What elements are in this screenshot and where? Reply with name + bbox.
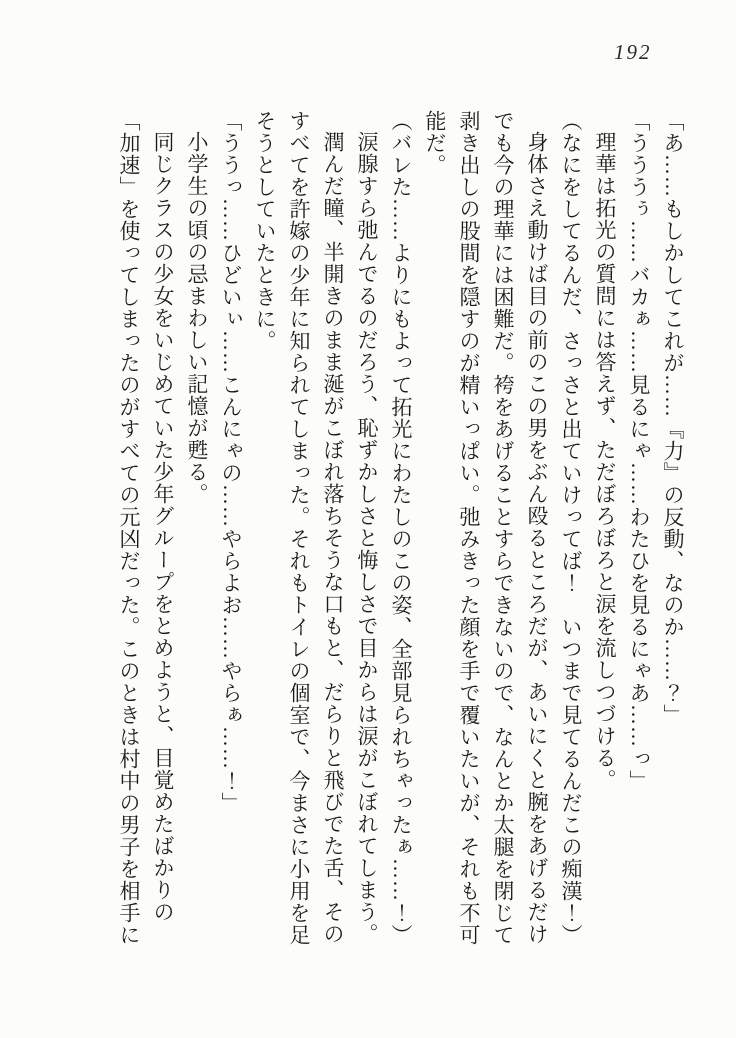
text-line: 「ううっ……ひどいぃ……こんにゃの……やらよお……やらぁ……！」 bbox=[219, 110, 243, 814]
page-text bbox=[112, 110, 690, 970]
text-line: 剥き出しの股間を隠すのが精いっぱい。弛みきった顔を手で覆いたいが、それも不可 bbox=[457, 110, 481, 946]
text-line: （バレた……よりにもよって拓光にわたしのこの姿、全部見られちゃったぁ……！） bbox=[389, 110, 413, 946]
text-line: 身体さえ動けば目の前のこの男をぶん殴るところだが、あいにくと腕をあげるだけ bbox=[525, 131, 549, 945]
text-line: 「加速」を使ってしまったのがすべての元凶だった。このときは村中の男子を相手に bbox=[117, 110, 141, 946]
text-line: 「うううぅ……バカぁ……見るにゃ……わたひを見るにゃあ……っ」 bbox=[627, 110, 651, 792]
text-line: 同じクラスの少女をいじめていた少年グループをとめようと、目覚めたばかりの bbox=[151, 131, 175, 923]
text-line: そうとしていたときに。 bbox=[253, 110, 277, 352]
text-line: 理華は拓光の質問には答えず、ただぼろぼろと涙を流しつづける。 bbox=[593, 131, 617, 791]
text-line: 「あ……もしかしてこれが……『力』の反動、なのか……？」 bbox=[661, 110, 685, 726]
text-line: でも今の理華には困難だ。袴をあげることすらできないので、なんとか太腿を閉じて bbox=[491, 110, 515, 946]
text-line: （なにをしてるんだ、さっさと出ていけってば！ いつまで見てるんだこの痴漢！） bbox=[559, 110, 583, 946]
text-line: 小学生の頃の忌まわしい記憶が甦る。 bbox=[185, 131, 209, 505]
text-line: すべてを許嫁の少年に知られてしまった。それもトイレの個室で、今まさに小用を足 bbox=[287, 110, 311, 946]
text-line: 涙腺すら弛んでるのだろう、恥ずかしさと悔しさで目からは涙がこぼれてしまう。 bbox=[355, 131, 379, 945]
page-number: 192 bbox=[614, 40, 652, 64]
text-line: 潤んだ瞳、半開きのまま涎がこぼれ落ちそうな口もと、だらりと飛びでた舌、その bbox=[321, 131, 345, 945]
text-line: 能だ。 bbox=[423, 110, 447, 176]
